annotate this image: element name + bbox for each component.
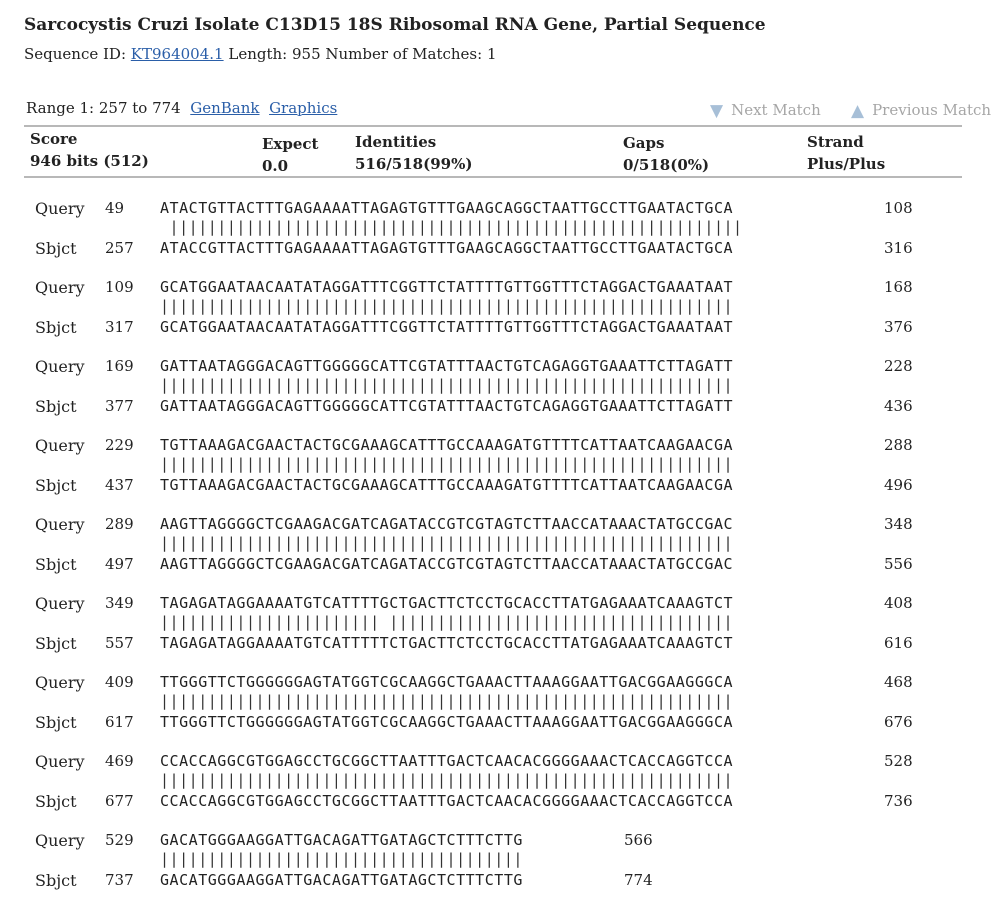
query-start: 109 xyxy=(105,278,134,296)
match-line: |||||||||||||||||||||||||||||||||||||||||||||||||||||||||||| xyxy=(160,692,734,710)
range-line xyxy=(26,99,337,117)
genbank-link[interactable]: GenBank xyxy=(190,99,260,117)
identities-value: 516/518(99%) xyxy=(355,155,473,173)
subject-start: 437 xyxy=(105,476,134,494)
query-sequence: TTGGGTTCTGGGGGGAGTATGGTCGCAAGGCTGAAACTTAAAGGAATTGACGGAAGGGCA xyxy=(160,673,734,691)
subject-sequence: TAGAGATAGGAAAATGTCATTTTTCTGACTTCTCCTGCACCTTATGAGAAATCAAAGTCT xyxy=(160,634,734,652)
query-label: Query xyxy=(35,436,85,455)
query-label: Query xyxy=(35,199,85,218)
previous-match-button[interactable] xyxy=(851,101,991,121)
subject-end: 616 xyxy=(884,634,913,652)
subject-label: Sbjct xyxy=(35,871,77,890)
subject-label: Sbjct xyxy=(35,792,77,811)
alignment-block xyxy=(0,199,1000,279)
gaps-value: 0/518(0%) xyxy=(623,156,710,174)
query-sequence: GCATGGAATAACAATATAGGATTTCGGTTCTATTTTGTTGGTTTCTAGGACTGAAATAAT xyxy=(160,278,734,296)
subject-end: 736 xyxy=(884,792,913,810)
strand-column xyxy=(807,131,885,175)
sequence-length-matches: Length: 955 Number of Matches: 1 xyxy=(228,45,497,63)
header-bottom-divider xyxy=(24,176,962,178)
sequence-id-link[interactable]: KT964004.1 xyxy=(130,45,224,63)
graphics-link[interactable]: Graphics xyxy=(269,99,338,117)
match-line: |||||||||||||||||||||||||||||||||||||||||||||||||||||||||||| xyxy=(160,771,734,789)
subject-sequence: TTGGGTTCTGGGGGGAGTATGGTCGCAAGGCTGAAACTTAAAGGAATTGACGGAAGGGCA xyxy=(160,713,734,731)
query-end: 408 xyxy=(884,594,913,612)
match-line: |||||||||||||||||||||||||||||||||||||| xyxy=(160,850,523,868)
query-sequence: TAGAGATAGGAAAATGTCATTTTGCTGACTTCTCCTGCACCTTATGAGAAATCAAAGTCT xyxy=(160,594,734,612)
query-sequence: GATTAATAGGGACAGTTGGGGGCATTCGTATTTAACTGTCAGAGGTGAAATTCTTAGATT xyxy=(160,357,734,375)
expect-column xyxy=(262,133,318,177)
subject-label: Sbjct xyxy=(35,555,77,574)
triangle-down-icon: ▼ xyxy=(710,101,724,121)
query-end: 468 xyxy=(884,673,913,691)
subject-start: 737 xyxy=(105,871,134,889)
alignment-block xyxy=(0,278,1000,358)
subject-start: 557 xyxy=(105,634,134,652)
subject-end: 436 xyxy=(884,397,913,415)
query-start: 229 xyxy=(105,436,134,454)
match-line: |||||||||||||||||||||||||||||||||||||||||||||||||||||||||||| xyxy=(160,455,734,473)
identities-label: Identities xyxy=(355,133,437,151)
query-sequence: TGTTAAAGACGAACTACTGCGAAAGCATTTGCCAAAGATGTTTTCATTAATCAAGAACGA xyxy=(160,436,734,454)
subject-sequence: AAGTTAGGGGCTCGAAGACGATCAGATACCGTCGTAGTCTTAACCATAAACTATGCCGAC xyxy=(160,555,734,573)
alignment-block xyxy=(0,357,1000,437)
query-sequence: AAGTTAGGGGCTCGAAGACGATCAGATACCGTCGTAGTCTTAACCATAAACTATGCCGAC xyxy=(160,515,734,533)
query-start: 469 xyxy=(105,752,134,770)
subject-label: Sbjct xyxy=(35,318,77,337)
subject-label: Sbjct xyxy=(35,713,77,732)
gaps-label: Gaps xyxy=(623,134,665,152)
range-label: Range 1: 257 to 774 xyxy=(26,99,181,117)
query-label: Query xyxy=(35,831,85,850)
query-end: 348 xyxy=(884,515,913,533)
alignment-block xyxy=(0,436,1000,516)
subject-end: 774 xyxy=(624,871,653,889)
subject-end: 316 xyxy=(884,239,913,257)
subject-sequence: CCACCAGGCGTGGAGCCTGCGGCTTAATTTGACTCAACACGGGGAAACTCACCAGGTCCA xyxy=(160,792,734,810)
subject-end: 496 xyxy=(884,476,913,494)
score-value: 946 bits (512) xyxy=(30,152,149,170)
match-line: |||||||||||||||||||||||||||||||||||||||||||||||||||||||||||| xyxy=(160,534,734,552)
query-start: 529 xyxy=(105,831,134,849)
query-label: Query xyxy=(35,594,85,613)
identities-column xyxy=(355,131,472,175)
header-top-divider xyxy=(24,125,962,127)
expect-label: Expect xyxy=(262,135,319,153)
subject-end: 376 xyxy=(884,318,913,336)
alignment-block xyxy=(0,594,1000,674)
query-label: Query xyxy=(35,278,85,297)
subject-start: 617 xyxy=(105,713,134,731)
subject-label: Sbjct xyxy=(35,634,77,653)
subject-label: Sbjct xyxy=(35,397,77,416)
subject-start: 317 xyxy=(105,318,134,336)
query-label: Query xyxy=(35,752,85,771)
strand-label: Strand xyxy=(807,133,864,151)
subject-end: 676 xyxy=(884,713,913,731)
query-end: 528 xyxy=(884,752,913,770)
next-match-button[interactable] xyxy=(710,101,821,121)
match-line: ||||||||||||||||||||||| |||||||||||||||||||||||||||||||||||| xyxy=(160,613,734,631)
query-end: 566 xyxy=(624,831,653,849)
match-line: |||||||||||||||||||||||||||||||||||||||||||||||||||||||||||| xyxy=(160,376,734,394)
query-label: Query xyxy=(35,357,85,376)
score-label: Score xyxy=(30,130,78,148)
alignment-block xyxy=(0,673,1000,753)
next-match-label: Next Match xyxy=(731,101,821,119)
triangle-up-icon: ▲ xyxy=(851,101,865,121)
subject-label: Sbjct xyxy=(35,476,77,495)
subject-label: Sbjct xyxy=(35,239,77,258)
subject-sequence: ATACCGTTACTTTGAGAAAATTAGAGTGTTTGAAGCAGGCTAATTGCCTTGAATACTGCA xyxy=(160,239,734,257)
subject-start: 497 xyxy=(105,555,134,573)
match-line: |||||||||||||||||||||||||||||||||||||||||||||||||||||||||||| xyxy=(160,218,743,236)
query-start: 169 xyxy=(105,357,134,375)
subject-start: 377 xyxy=(105,397,134,415)
subject-start: 677 xyxy=(105,792,134,810)
query-start: 349 xyxy=(105,594,134,612)
query-label: Query xyxy=(35,673,85,692)
subject-sequence: GCATGGAATAACAATATAGGATTTCGGTTCTATTTTGTTGGTTTCTAGGACTGAAATAAT xyxy=(160,318,734,336)
query-sequence: GACATGGGAAGGATTGACAGATTGATAGCTCTTTCTTG xyxy=(160,831,523,849)
subject-start: 257 xyxy=(105,239,134,257)
subject-sequence: GACATGGGAAGGATTGACAGATTGATAGCTCTTTCTTG xyxy=(160,871,523,889)
query-end: 108 xyxy=(884,199,913,217)
subject-sequence: TGTTAAAGACGAACTACTGCGAAAGCATTTGCCAAAGATGTTTTCATTAATCAAGAACGA xyxy=(160,476,734,494)
query-end: 288 xyxy=(884,436,913,454)
query-sequence: CCACCAGGCGTGGAGCCTGCGGCTTAATTTGACTCAACACGGGGAAACTCACCAGGTCCA xyxy=(160,752,734,770)
subject-sequence: GATTAATAGGGACAGTTGGGGGCATTCGTATTTAACTGTCAGAGGTGAAATTCTTAGATT xyxy=(160,397,734,415)
score-column xyxy=(30,128,149,172)
alignment-block xyxy=(0,831,1000,911)
gaps-column xyxy=(623,132,709,176)
query-end: 228 xyxy=(884,357,913,375)
alignment-block xyxy=(0,515,1000,595)
match-line: |||||||||||||||||||||||||||||||||||||||||||||||||||||||||||| xyxy=(160,297,734,315)
subject-end: 556 xyxy=(884,555,913,573)
sequence-info xyxy=(24,45,497,63)
strand-value: Plus/Plus xyxy=(807,155,886,173)
query-label: Query xyxy=(35,515,85,534)
previous-match-label: Previous Match xyxy=(872,101,992,119)
query-sequence: ATACTGTTACTTTGAGAAAATTAGAGTGTTTGAAGCAGGCTAATTGCCTTGAATACTGCA xyxy=(160,199,734,217)
query-start: 49 xyxy=(105,199,125,217)
sequence-id-label: Sequence ID: xyxy=(24,45,127,63)
alignment-block xyxy=(0,752,1000,832)
query-start: 289 xyxy=(105,515,134,533)
expect-value: 0.0 xyxy=(262,157,289,175)
page-title: Sarcocystis Cruzi Isolate C13D15 18S Ribosomal RNA Gene, Partial Sequence xyxy=(24,15,766,35)
query-start: 409 xyxy=(105,673,134,691)
query-end: 168 xyxy=(884,278,913,296)
